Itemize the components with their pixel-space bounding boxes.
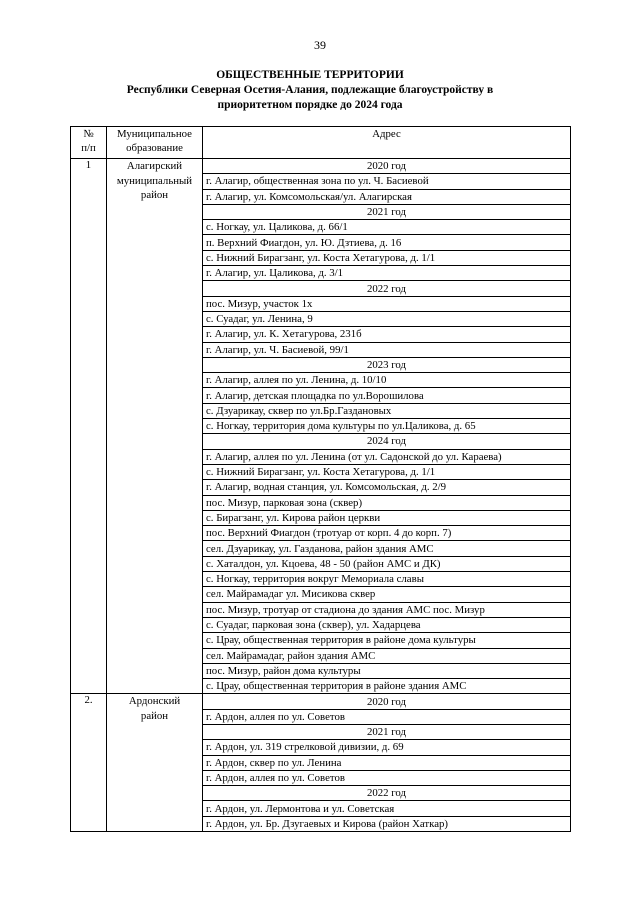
municipality-line: муниципальный [116,174,193,187]
address-cell: с. Црау, общественная территория в районе здания АМС [203,679,571,694]
address-cell: г. Алагир, детская площадка по ул.Ворошилова [203,388,571,403]
address-cell: г. Алагир, водная станция, ул. Комсомольская, д. 2/9 [203,480,571,495]
municipality-cell [107,694,203,832]
table-body [71,159,571,832]
title-line-2: Республики Северная Осетия-Алания, подлежащие благоустройству в [126,84,494,96]
table-header-row [71,127,571,159]
address-cell: сел. Майрамадаг ул. Мисикова сквер [203,587,571,602]
year-heading: 2024 год [203,434,571,449]
header-number [71,127,107,159]
row-number: 1 [71,159,107,694]
year-row [71,159,571,174]
address-cell: с. Нижний Бирагзанг, ул. Коста Хетагурова, д. 1/1 [203,464,571,479]
municipality-line: Ардонский [128,695,181,708]
address-cell: с. Хаталдон, ул. Кцоева, 48 - 50 (район АМС и ДК) [203,556,571,571]
address-cell: г. Алагир, общественная зона по ул. Ч. Басиевой [203,174,571,189]
municipality-line: район [140,189,169,201]
address-cell: г. Алагир, аллея по ул. Ленина, д. 10/10 [203,373,571,388]
address-cell: пос. Мизур, район дома культуры [203,663,571,678]
header-municipality-line-1: Муниципальное [117,128,192,140]
year-heading: 2023 год [203,357,571,372]
address-cell: пос. Мизур, парковая зона (сквер) [203,495,571,510]
address-cell: г. Алагир, ул. К. Хетагурова, 231б [203,327,571,342]
year-heading: 2021 год [203,204,571,219]
page-number: 39 [314,38,326,52]
address-cell: с. Црау, общественная территория в районе дома культуры [203,633,571,648]
address-cell: с. Суадаг, парковая зона (сквер), ул. Хадарцева [203,617,571,632]
address-cell: с. Суадаг, ул. Ленина, 9 [203,311,571,326]
address-cell: г. Ардон, ул. 319 стрелковой дивизии, д. 69 [203,740,571,755]
address-cell: с. Ногкау, территория вокруг Мемориала славы [203,572,571,587]
address-cell: г. Ардон, аллея по ул. Советов [203,770,571,785]
document-title [60,68,560,113]
year-heading: 2022 год [203,281,571,296]
header-address: Адрес [203,127,571,159]
address-cell: пос. Мизур, тротуар от стадиона до здания АМС пос. Мизур [203,602,571,617]
address-cell: г. Алагир, ул. Комсомольская/ул. Алагирская [203,189,571,204]
address-cell: пос. Верхний Фиагдон (тротуар от корп. 4 до корп. 7) [203,526,571,541]
title-line-3: приоритетном порядке до 2024 года [217,99,403,111]
title-line-1: ОБЩЕСТВЕННЫЕ ТЕРРИТОРИИ [216,69,404,81]
address-cell: пос. Мизур, участок 1х [203,296,571,311]
territories-table [70,126,571,832]
year-row [71,694,571,709]
header-municipality-line-2: образование [126,142,183,154]
year-heading: 2021 год [203,724,571,739]
address-cell: с. Нижний Бирагзанг, ул. Коста Хетагурова, д. 1/1 [203,250,571,265]
address-cell: п. Верхний Фиагдон, ул. Ю. Дзтиева, д. 16 [203,235,571,250]
municipality-line: район [140,709,169,722]
header-municipality [107,127,203,159]
address-cell: с. Дзуарикау, сквер по ул.Бр.Газдановых [203,403,571,418]
address-cell: с. Ногкау, ул. Цаликова, д. 66/1 [203,220,571,235]
header-number-line-1: № [83,128,94,140]
address-cell: с. Бирагзанг, ул. Кирова район церкви [203,510,571,525]
year-heading: 2020 год [203,159,571,174]
address-cell: г. Алагир, аллея по ул. Ленина (от ул. Садонской до ул. Караева) [203,449,571,464]
municipality-line: Алагирский [126,160,183,172]
municipality-cell [107,159,203,694]
address-cell: сел. Майрамадаг, район здания АМС [203,648,571,663]
address-cell: г. Ардон, сквер по ул. Ленина [203,755,571,770]
address-cell: сел. Дзуарикау, ул. Газданова, район здания АМС [203,541,571,556]
address-cell: г. Алагир, ул. Ч. Басиевой, 99/1 [203,342,571,357]
row-number: 2. [71,694,107,832]
address-cell: г. Алагир, ул. Цаликова, д. 3/1 [203,266,571,281]
year-heading: 2020 год [203,694,571,709]
address-cell: г. Ардон, аллея по ул. Советов [203,709,571,724]
address-cell: г. Ардон, ул. Бр. Дзугаевых и Кирова (район Хаткар) [203,816,571,831]
year-heading: 2022 год [203,786,571,801]
address-cell: с. Ногкау, территория дома культуры по ул.Цаликова, д. 65 [203,419,571,434]
header-number-line-2: п/п [81,142,96,154]
address-cell: г. Ардон, ул. Лермонтова и ул. Советская [203,801,571,816]
